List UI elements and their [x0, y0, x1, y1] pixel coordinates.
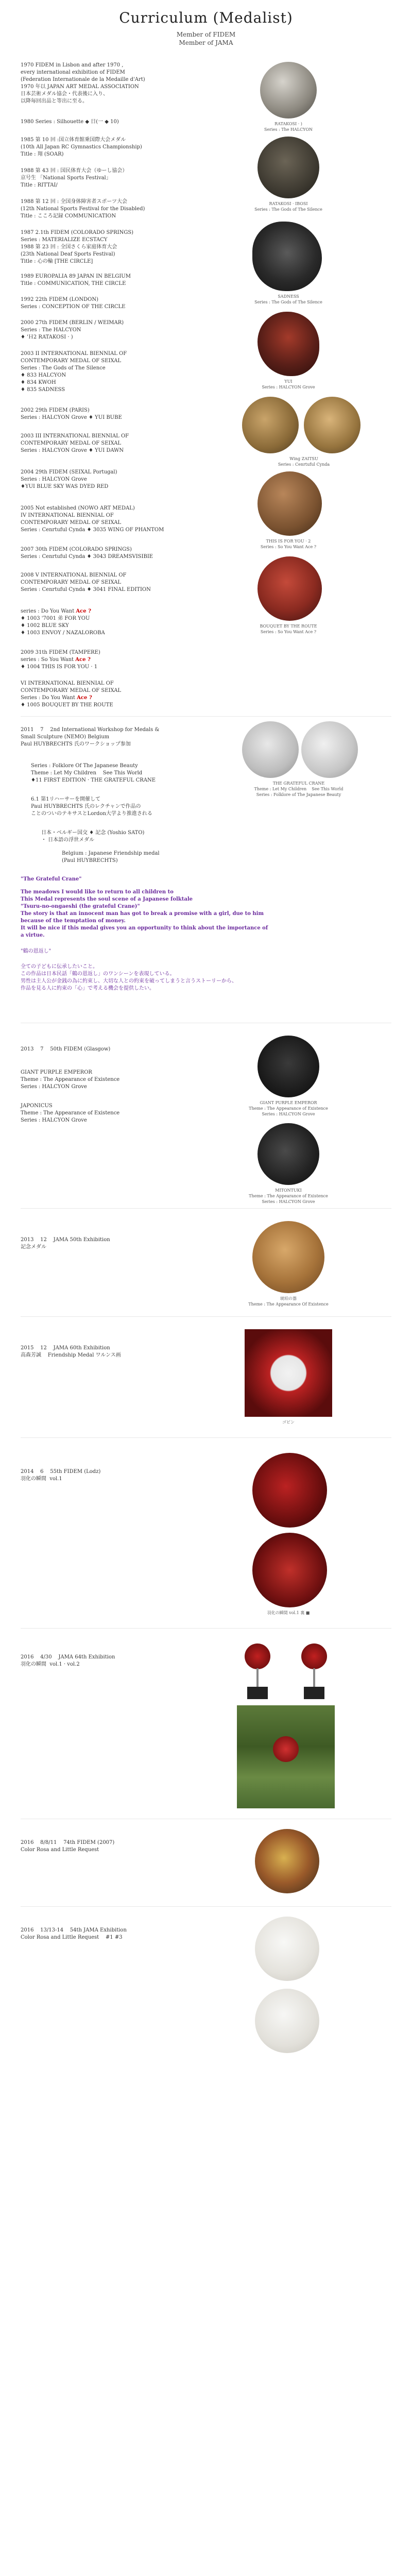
- section-2016-fidem: 2016 8/8/11 74th FIDEM (2007) Color Rosa and Little Request: [21, 1840, 115, 1853]
- medal-image-emergence-2: [252, 1533, 327, 1607]
- medal-image-white-2: [255, 1989, 319, 2053]
- medal-image-mitontuki: [258, 1123, 319, 1185]
- medal-image-wing-zaitsu-1: [242, 397, 299, 453]
- section-2011-series: Series : Folklore Of The Japanese Beauty Theme : Let My Children See This World ♦11 FIRST EDITION · THE GRATEFUL CRANE: [31, 763, 156, 783]
- medal-caption: RATAKOSI · ) Series : The HALCYON: [264, 122, 313, 132]
- cv-entry: series : Do You Want Ace ? ♦ 1003 '7001 弟 FOR YOU ♦ 1002 BLUE SKY ♦ 1003 ENVOY / NAZALOROBA: [21, 608, 105, 636]
- quote-english: The meadows I would like to return to all children to This Medal represents the soul scene of a Japanese folktale "Tsuru-no-ongaeshi (the grateful Crane)" The story is that an innocent man has got to break a promise with a girl, due to him because of the temptation of money. It will be nice if this medal gives you an opportunity to think about the importance of a virtue.: [21, 889, 268, 938]
- page-title: Curriculum (Medalist): [119, 9, 293, 26]
- medal-image-grateful-crane-2: [301, 721, 358, 778]
- medal-image-ibosi: [258, 137, 319, 198]
- divider: [21, 1906, 391, 1907]
- section-2016-jama-54: 2016 13/13-14 54th JAMA Exhibition Color Rosa and Little Request #1 #3: [21, 1927, 127, 1940]
- quote-jp-title: "鶴の恩返し": [21, 948, 52, 954]
- cv-entry: 1989 EUROPALIA 89 JAPAN IN BELGIUM Title : COMMUNICATION, THE CIRCLE: [21, 274, 131, 286]
- medal-caption: GIANT PURPLE EMPEROR Theme : The Appearance of Existence Series : HALCYON Grove: [249, 1100, 328, 1116]
- cv-entry: 2009 31th FIDEM (TAMPERE) series : So You Want Ace ? ♦ 1004 THIS IS FOR YOU · 1: [21, 650, 100, 670]
- section-2016-jama: 2016 4/30 JAMA 64th Exhibition 羽化の瞬間 vol.1 · vol.2: [21, 1654, 115, 1667]
- section-2013-fidem: 2013 7 50th FIDEM (Glasgow): [21, 1046, 111, 1052]
- cv-entry: 2002 29th FIDEM (PARIS) Series : HALCYON Grove ♦ YUI BUBE: [21, 408, 122, 420]
- medal-caption: BOUQUET BY THE ROUTE Series : So You Want Ace ?: [260, 624, 317, 634]
- section-2011-friendship: 日本・ベルギー国交 ♦ 記念 (Yoshio SATO) ・ 日本語の浮世メダル: [41, 830, 145, 843]
- highlight-ace: Ace ?: [75, 657, 91, 663]
- cv-entry: 1992 22th FIDEM (LONDON) Series : CONCEPTION OF THE CIRCLE: [21, 297, 126, 310]
- medal-caption: 琥珀の器 Theme : The Appearance Of Existence: [248, 1296, 329, 1307]
- medal-caption: ゴビン: [282, 1420, 295, 1425]
- medal-caption: SADNESS Series : The Gods of The Silence: [254, 294, 322, 304]
- cv-entry: VI INTERNATIONAL BIENNIAL OF CONTEMPORARY MEDAL OF SEIXAL Series : Do You Want Ace ? ♦ 1005 BOUQUET BY THE ROUTE: [21, 681, 122, 708]
- cv-entry: 2003 II INTERNATIONAL BIENNIAL OF CONTEMPORARY MEDAL OF SEIXAL Series : The Gods of The Silence ♦ 833 HALCYON ♦ 834 KWOH ♦ 835 SADNESS: [21, 351, 127, 393]
- cv-entry: 1988 第 43 回 : 国民体育大会（ゆーし協会） 京号生 「National Sports Festival」 Title : RITTAI/: [21, 168, 128, 188]
- cv-entry: 1985 第 10 回 :国立体育館乗国際大会メダル (10th All Japan RC Gymnastics Championship) Title : 翔 (SOAR): [21, 137, 142, 157]
- cv-entry: 2005 Not established (NOWO ART MEDAL) IV INTERNATIONAL BIENNIAL OF CONTEMPORARY MEDAL OF SEIXAL Series : Cenrtuful Cynda ♦ 3035 WING OF PHANTOM: [21, 505, 164, 533]
- divider: [21, 1316, 391, 1317]
- medal-caption: THE GRATEFUL CRANE Theme : Let My Children See This World Series : Folklore of The Japanese Beauty: [254, 781, 344, 797]
- medal-image-grateful-crane-1: [242, 721, 299, 778]
- medal-image-wing-zaitsu-2: [304, 397, 360, 453]
- medal-image-friendship-medal: [245, 1329, 332, 1417]
- photo-garden-installation: [237, 1705, 335, 1808]
- highlight-ace: Ace ?: [76, 608, 91, 614]
- medal-image-emergence-1: [252, 1453, 327, 1528]
- cv-entry: 2003 III INTERNATIONAL BIENNIAL OF CONTEMPORARY MEDAL OF SEIXAL Series : HALCYON Grove ♦ YUI DAWN: [21, 433, 129, 453]
- medal-caption: Wing ZAITSU Series : Cenrtuful Cynda: [278, 456, 330, 467]
- medal-image-color-rosa: [255, 1829, 319, 1893]
- medal-caption: MITONTUKI Theme : The Appearance of Existence Series : HALCYON Grove: [249, 1188, 328, 1204]
- medal-image-this-is-for-you: [258, 471, 322, 536]
- membership-jama: Member of JAMA: [179, 39, 233, 46]
- section-2013-japonicus: JAPONICUS Theme : The Appearance of Existence Series : HALCYON Grove: [21, 1103, 120, 1123]
- section-2011-lecture: 6.1 第1リハーサーを開催して Paul HUYBRECHTS 氏のレクチャンで作品の ことのついのテキサスとLordon大学より推進される: [31, 796, 152, 817]
- medal-image-sadness: [252, 222, 322, 291]
- cv-entry: 2000 27th FIDEM (BERLIN / WEIMAR) Series : The HALCYON ♦ 'Ｈ2 RATAKOSI · ): [21, 320, 124, 340]
- cv-entry: 2004 29th FIDEM (SEIXAL Portugal) Series : HALCYON Grove ♦YUI BLUE SKY WAS DYED RED: [21, 469, 117, 489]
- highlight-ace: Ace ?: [77, 695, 92, 701]
- section-2013-jama: 2013 12 JAMA 50th Exhibition 記念メダル: [21, 1237, 110, 1250]
- membership-fidem: Member of FIDEM: [176, 31, 236, 38]
- medal-caption: RATAKOSI · IBOSI Series : The Gods of The Silence: [254, 201, 322, 212]
- quote-japanese: 全ての子どもに伝承したいこと。 この作品は日本民話「鶴の恩返し」のワンシーンを表現している。 男性は主人公が金銭の為に約束し、大切な人との約束を破ってしまうと言うストーリーから、 作品を見る人に約束の「心」で考える機会を提供したい。: [21, 964, 237, 991]
- medal-image-halcyon: [260, 62, 317, 118]
- medal-image-yui: [258, 312, 319, 376]
- cv-entry: 1988 第 12 回 : 全国身体障害者スポーツ大会 (12th National Sports Festival for the Disabled) Title : こころ記録 COMMUNICATION: [21, 199, 145, 219]
- divider: [21, 1628, 391, 1629]
- section-2014-fidem: 2014 6 55th FIDEM (Lodz) 羽化の瞬間 vol.1: [21, 1469, 101, 1482]
- divider: [21, 1437, 391, 1438]
- medal-image-white-1: [255, 1917, 319, 1981]
- medal-image-giant-purple-emperor: [258, 1036, 319, 1097]
- medal-image-amber-vessel: [252, 1221, 324, 1293]
- cv-entry: 2007 30th FIDEM (COLORADO SPRINGS) Series : Cenrtuful Cynda ♦ 3043 DREAMSVISIBIE: [21, 547, 153, 560]
- section-2015-jama: 2015 12 JAMA 60th Exhibition 高森芳誠 Friendship Medal ワルンス画: [21, 1345, 121, 1358]
- section-2013-emperor: GIANT PURPLE EMPEROR Theme : The Appearance of Existence Series : HALCYON Grove: [21, 1070, 120, 1090]
- medal-image-stand-right: [296, 1643, 332, 1700]
- medal-caption: YUI Series : HALCYON Grove: [262, 379, 315, 389]
- cv-entry: 1970 FIDEM in Lisbon and after 1970 , every international exhibition of FIDEM (Federation Internationale de la Medaille d'Art) 1970 年以 JAPAN ART MEDAL ASSOCIATION 日本芸術メダル協会・代表後に入り、 以降毎回出品と等出に至る。: [21, 62, 145, 104]
- medal-caption: 羽化の瞬間 vol.1 裏 ■: [267, 1611, 310, 1615]
- medal-caption: THIS IS FOR YOU · 2 Series : So You Want Ace ?: [260, 539, 317, 549]
- medal-image-stand-left: [239, 1643, 276, 1700]
- cv-entry: 1980 Series : Silhouette ◆ 日(一 ◆ 10): [21, 119, 119, 125]
- section-2011-belgium: Belgium : Japanese Friendship medal (Paul HUYBRECHTS): [62, 851, 160, 863]
- divider: [21, 1208, 391, 1209]
- cv-entry: 2008 V INTERNATIONAL BIENNIAL OF CONTEMPORARY MEDAL OF SEIXAL Series : Cenrtuful Cynda ♦ 3041 FINAL EDITION: [21, 572, 151, 592]
- section-2011-workshop: 2011 7 2nd International Workshop for Medals & Small Sculpture (NEMO) Belgium Paul HUYBRECHTS 氏のワークショップ参加: [21, 727, 160, 747]
- divider: [21, 716, 391, 717]
- quote-title: "The Grateful Crane": [21, 876, 82, 882]
- medal-image-bouquet: [258, 556, 322, 621]
- cv-entry: 1987 2.1th FIDEM (COLORADO SPRINGS) Series : MATERIALIZE ECSTACY 1988 第 23 回 : 全国さくら家庭体育大会 (23th National Deaf Sports Festival) Title : 心の輪 [THE CIRCLE]: [21, 230, 134, 264]
